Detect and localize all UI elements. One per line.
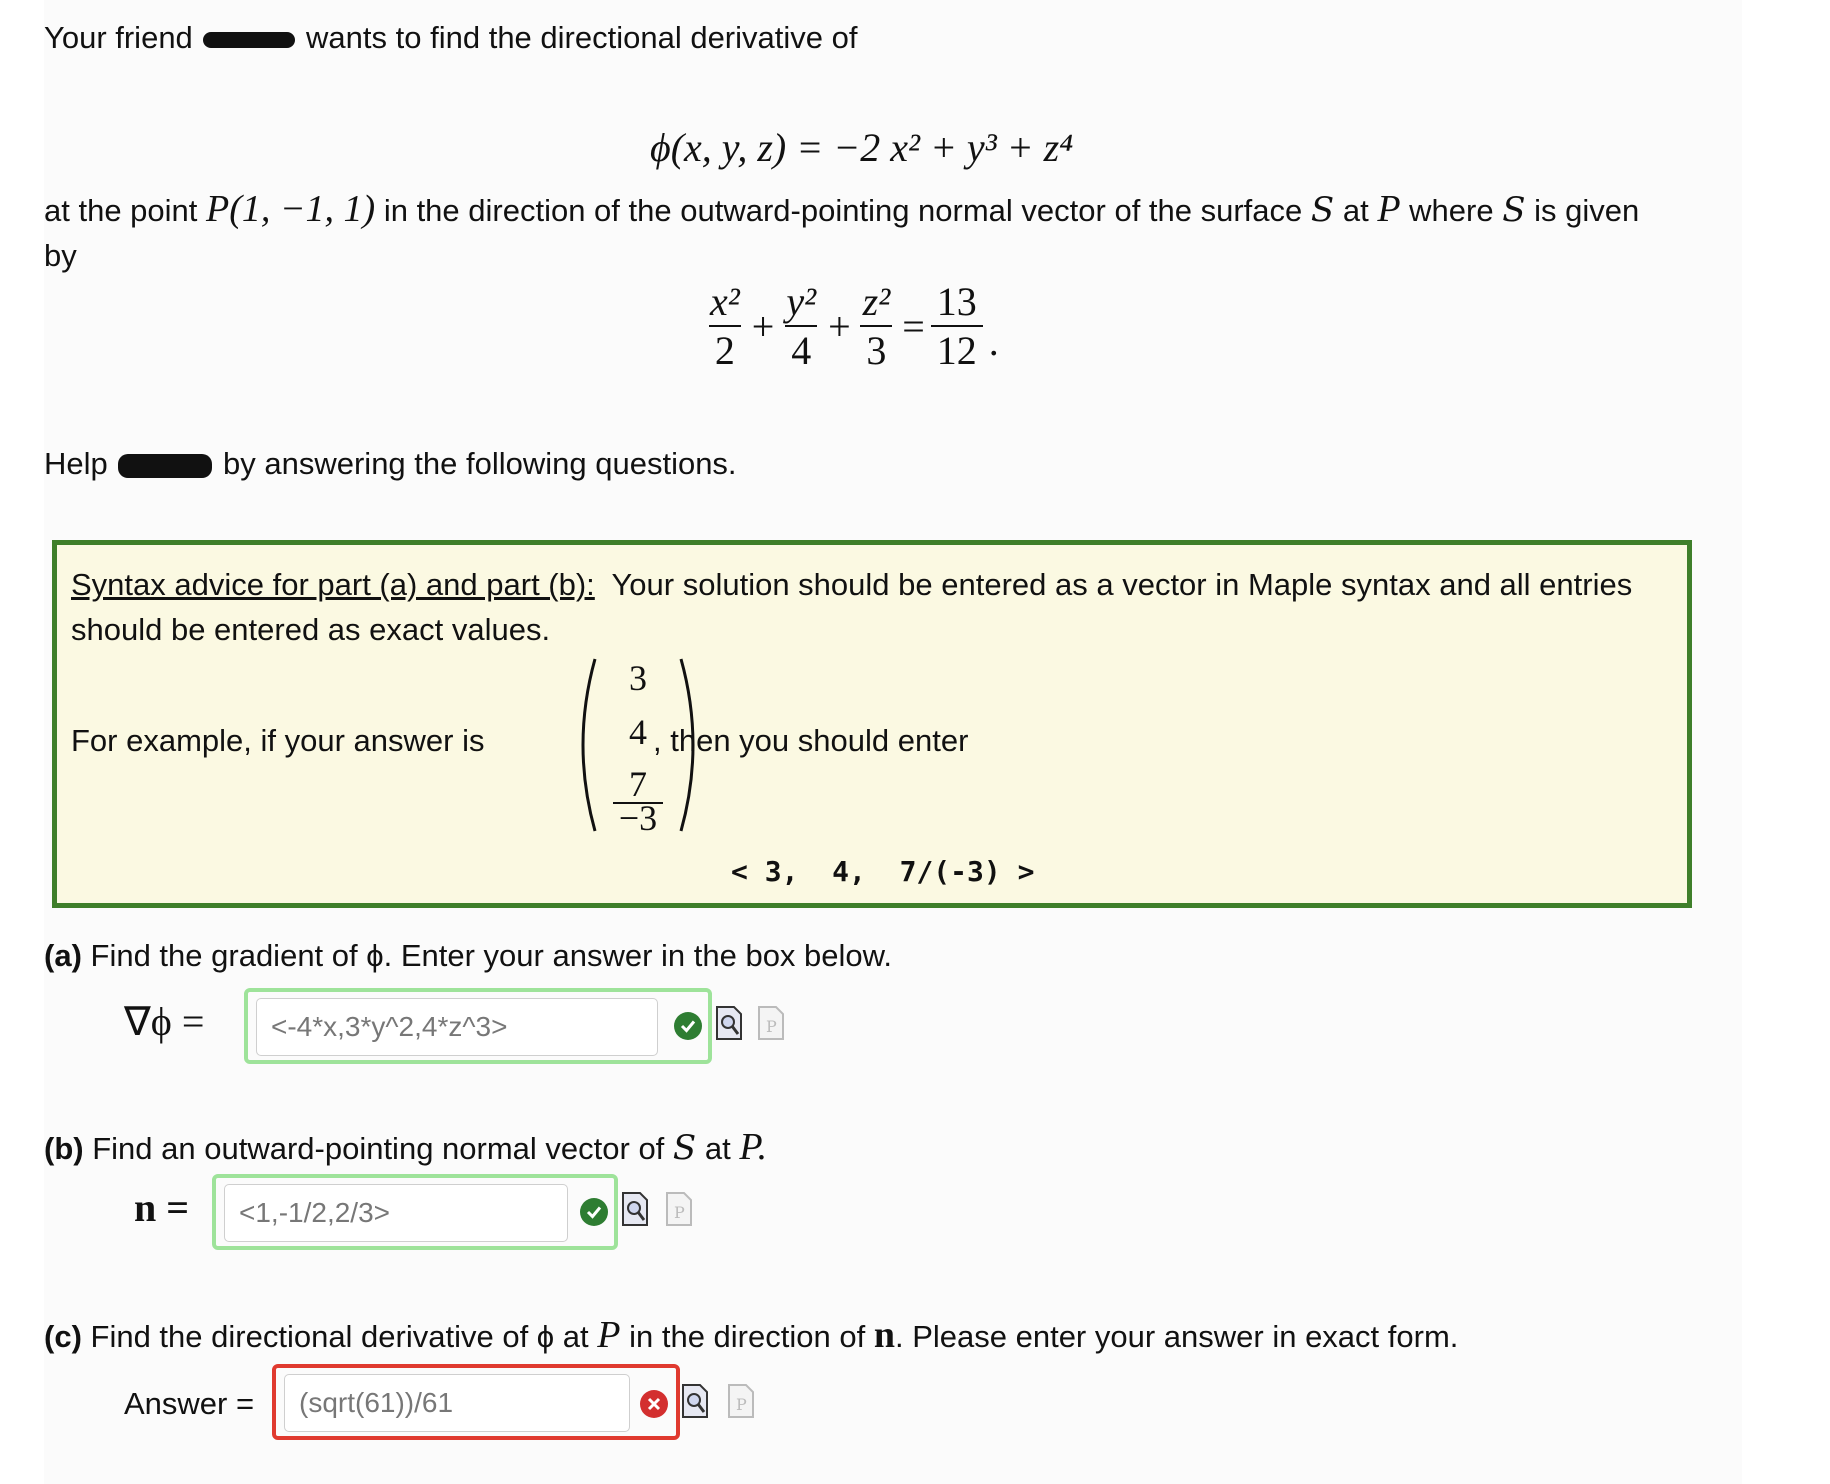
part-b-prompt: (b) Find an outward-pointing normal vector of S at P.	[44, 1126, 768, 1168]
frac-z: $\frac{\text{z²}}{3}$	[857, 278, 897, 374]
preview-icon[interactable]	[682, 1384, 708, 1418]
part-b-input[interactable]	[224, 1184, 568, 1242]
svg-text:P: P	[736, 1395, 747, 1414]
example-suffix: , then you should enter	[653, 723, 969, 758]
part-b-answer-frame	[212, 1174, 618, 1250]
p-doc-icon[interactable]	[758, 1006, 784, 1040]
part-a-input[interactable]	[256, 998, 658, 1056]
maple-example: < 3, 4, 7/(-3) >	[731, 855, 1035, 888]
matrix-entry: −3	[618, 798, 658, 838]
syntax-advice-box	[52, 540, 1692, 908]
p-doc-icon[interactable]	[728, 1384, 754, 1418]
matrix-entry: 4	[629, 712, 647, 752]
svg-text:P: P	[674, 1203, 685, 1222]
part-c-input[interactable]	[284, 1374, 630, 1432]
correct-icon	[674, 1012, 702, 1040]
help-line: Help by answering the following questions.	[44, 446, 737, 481]
gradient-label: ∇ϕ =	[124, 999, 205, 1044]
surface-equation: $\frac{\text{x²}}{2}$ + $\frac{\text{y²}}{4}$ + $\frac{\text{z²}}{3}$ = $\frac{13}{12}$ .	[698, 278, 999, 374]
p-doc-icon[interactable]	[666, 1192, 692, 1226]
incorrect-icon	[640, 1390, 668, 1418]
part-c-prompt: (c) Find the directional derivative of ϕ at P in the direction of n. Please enter your answer in exact form.	[44, 1314, 1459, 1356]
redacted-name	[118, 454, 212, 478]
preview-icon[interactable]	[622, 1192, 648, 1226]
frac-y: $\frac{\text{y²}}{4}$	[786, 279, 817, 373]
matrix-entry: 3	[629, 658, 647, 698]
point-line: at the point P(1, −1, 1) in the direction of the outward-pointing normal vector of the surface S at P where S is given	[44, 188, 1640, 230]
frac-x: $\frac{\text{x²}}{2}$	[710, 279, 740, 373]
by-line: by	[44, 238, 77, 273]
advice-text: Syntax advice for part (a) and part (b): Your solution should be entered as a vector in Maple syntax and all entries should be entered as exact values.	[71, 567, 1633, 647]
redacted-name	[203, 32, 295, 48]
frac-rhs: $\frac{13}{12}$	[931, 278, 983, 374]
correct-icon	[580, 1198, 608, 1226]
part-c-answer-frame	[272, 1364, 680, 1440]
matrix-entry: 7	[629, 764, 647, 804]
svg-text:P: P	[766, 1017, 777, 1036]
intro-line: Your friend wants to find the directional derivative of	[44, 20, 858, 55]
part-a-answer-frame	[244, 988, 712, 1064]
answer-label: Answer =	[124, 1386, 255, 1421]
example-prefix: For example, if your answer is	[71, 723, 485, 758]
normal-label: n =	[134, 1185, 190, 1230]
part-a-prompt: (a) Find the gradient of ϕ. Enter your answer in the box below.	[44, 938, 892, 973]
preview-icon[interactable]	[716, 1006, 742, 1040]
function-equation: ϕ(x, y, z) = −2 x² + y³ + z⁴	[650, 125, 1074, 170]
